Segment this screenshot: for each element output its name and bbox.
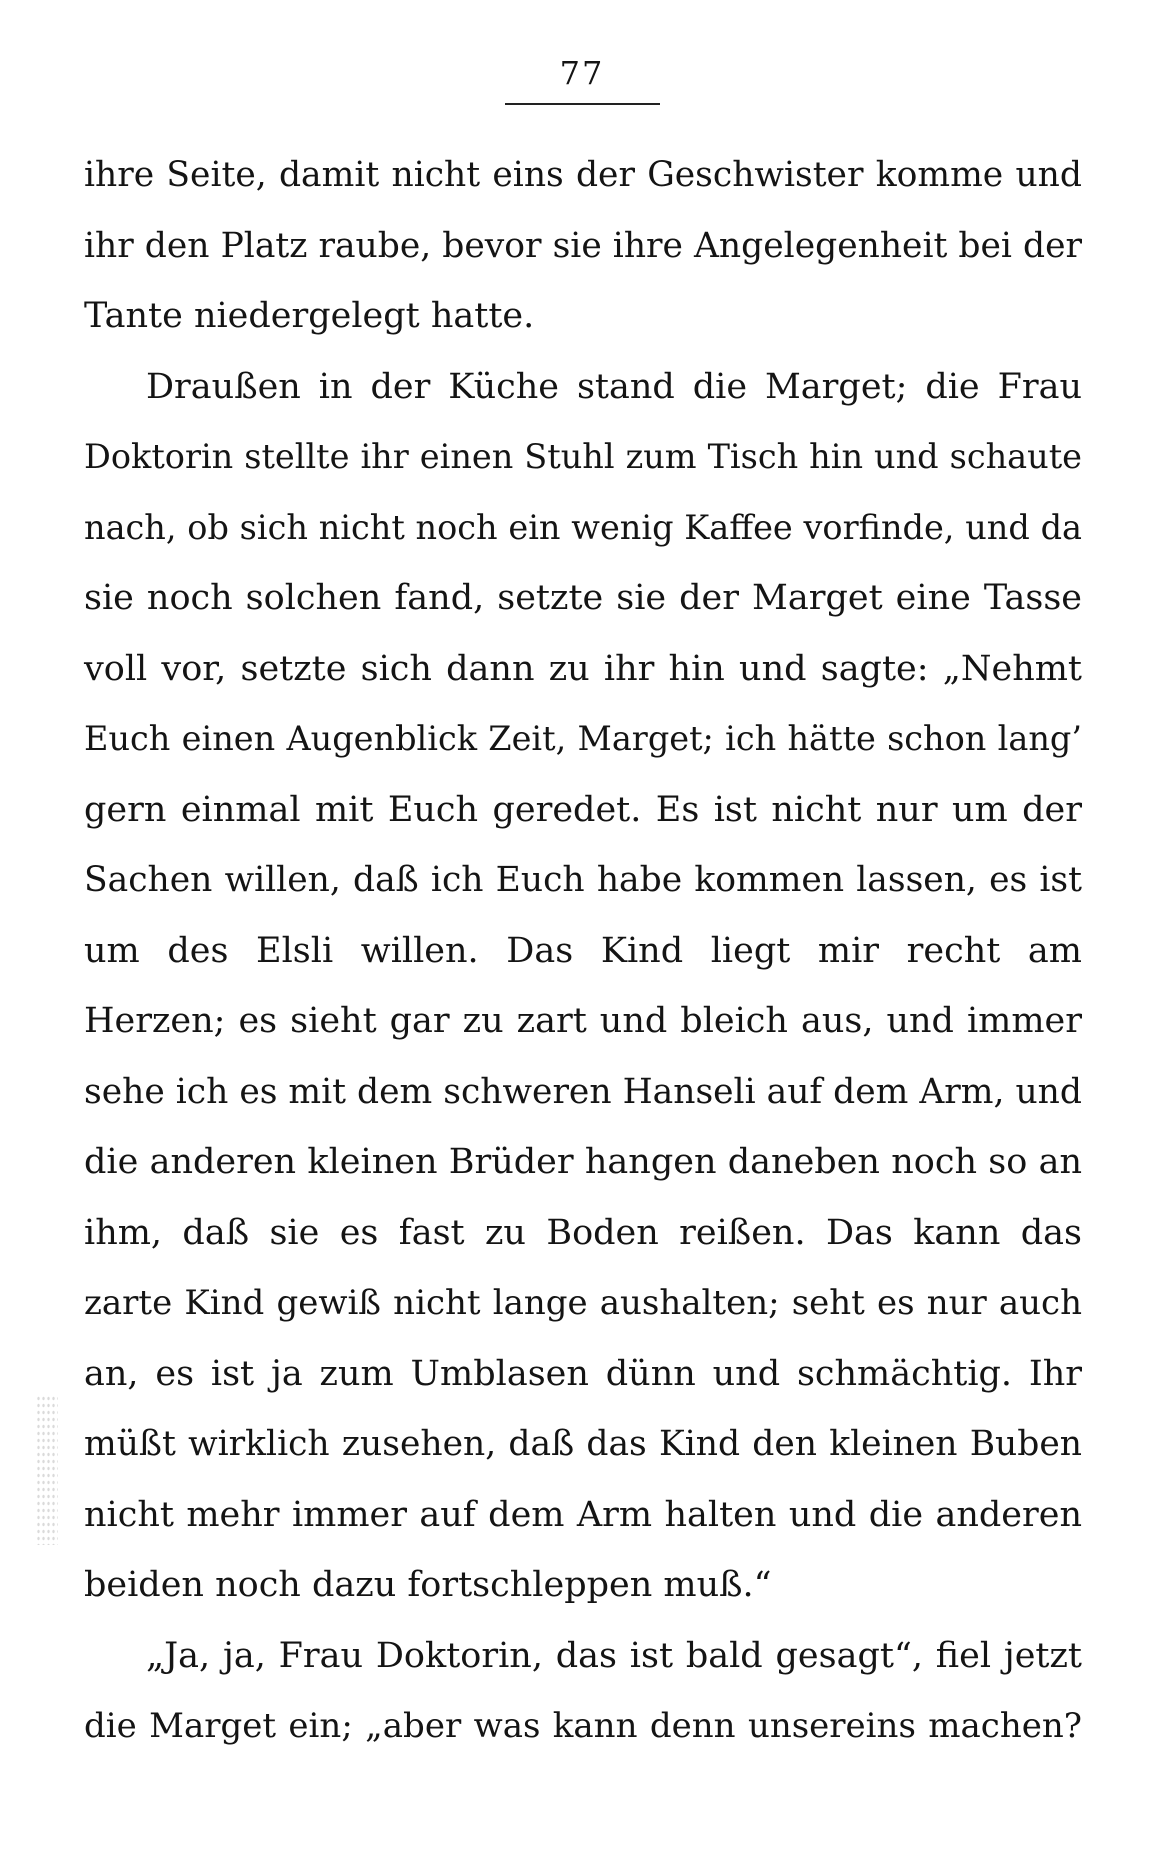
page-number: 77 [559,54,605,92]
text-line: um des Elsli willen. Das Kind liegt mir recht am [84,930,1082,971]
text-line: die anderen kleinen Brüder hangen daneben noch so an [84,1142,1082,1182]
paragraph [84,352,1082,1621]
body-text [84,140,1082,1762]
text-line: zarte Kind gewiß nicht lange aushalten; seht es nur auch [84,1283,1082,1323]
text-line: beiden noch dazu fortschleppen muß.“ [84,1565,772,1605]
header-rule [505,103,660,105]
text-line: sie noch solchen fand, setzte sie der Marget eine Tasse [84,578,1082,618]
paper-specks [36,1395,58,1545]
text-line: Sachen willen, daß ich Euch habe kommen lassen, es ist [84,860,1082,900]
text-line: Tante niedergelegt hatte. [84,296,535,336]
text-line: Doktorin stellte ihr einen Stuhl zum Tisch hin und schaute [84,437,1082,476]
paragraph [84,1621,1082,1762]
text-line: ihre Seite, damit nicht eins der Geschwister komme und [84,155,1082,195]
text-line: Draußen in der Küche stand die Marget; die Frau [146,366,1082,407]
text-line: an, es ist ja zum Umblasen dünn und schmächtig. Ihr [84,1353,1082,1394]
text-line: ihm, daß sie es fast zu Boden reißen. Das kann das [84,1212,1082,1253]
text-line: die Marget ein; „aber was kann denn unsereins machen? [84,1706,1082,1746]
text-line: nicht mehr immer auf dem Arm halten und die anderen [84,1494,1082,1535]
text-line: gern einmal mit Euch geredet. Es ist nicht nur um der [84,789,1082,830]
text-line: Euch einen Augenblick Zeit, Marget; ich hätte schon lang’ [84,719,1082,758]
text-line: voll vor, setzte sich dann zu ihr hin und sagte: „Nehmt [84,648,1082,689]
text-line: nach, ob sich nicht noch ein wenig Kaffee vorfinde, und da [84,507,1082,547]
text-line: müßt wirklich zusehen, daß das Kind den kleinen Buben [84,1424,1082,1464]
text-line: sehe ich es mit dem schweren Hanseli auf dem Arm, und [84,1071,1082,1112]
paragraph [84,140,1082,352]
text-line: „Ja, ja, Frau Doktorin, das ist bald gesagt“, fiel jetzt [146,1635,1082,1676]
text-line: Herzen; es sieht gar zu zart und bleich aus, und immer [84,1001,1082,1041]
text-line: ihr den Platz raube, bevor sie ihre Angelegenheit bei der [84,225,1082,266]
